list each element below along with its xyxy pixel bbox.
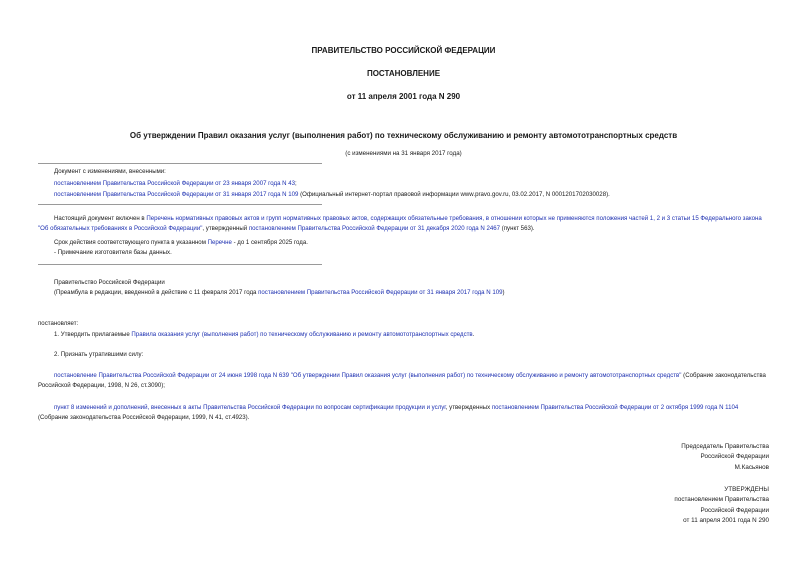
government-heading: ПРАВИТЕЛЬСТВО РОССИЙСКОЙ ФЕДЕРАЦИИ [311,46,496,55]
divider [38,163,322,164]
preamble-text: ) [502,289,505,296]
amendments-intro: Документ с изменениями, внесенными: [54,168,166,175]
perechen-short-link[interactable]: Перечне [207,239,232,246]
amendment-item [54,190,774,200]
divider [38,204,322,205]
revision-note: (с изменениями на 31 января 2017 года) [345,150,462,157]
document-type: ПОСТАНОВЛЕНИЕ [366,69,441,78]
rules-link[interactable]: Правила оказания услуг (выполнения работ) по техническому обслуживанию и ремонту автомототранспортных средств [131,331,473,338]
amendment-tail: (Официальный интернет-портал правовой информации www.pravo.gov.ru, 03.02.2017, N 0001201702030028). [298,191,610,198]
signature-name: М.Касьянов [734,463,769,471]
clause-2: 2. Признать утратившими силу: [54,351,144,358]
clause-text: . [472,331,475,338]
notice-text: Срок действия соответствующего пункта в указанном [54,239,208,246]
preamble-line: Правительство Российской Федерации [54,279,165,286]
notice-text: Настоящий документ включен в [54,215,147,222]
approved-heading: УТВЕРЖДЕНЫ [724,486,769,493]
amendment-tail: ; [295,180,297,187]
revoked-item [38,371,768,392]
revoked-point8-link[interactable]: пункт 8 изменений и дополнений, внесенных в акты Правительства Российской Федерации по вопросам сертификации продукции и услуг [54,404,446,411]
divider [38,264,322,265]
signature-block [681,442,769,473]
approved-line: Российской Федерации [700,506,769,514]
resolution-1104-link[interactable]: постановлением Правительства Российской Федерации от 2 октября 1999 года N 1104 [491,404,739,411]
database-note: - Примечание изготовителя базы данных. [54,249,172,256]
notice-text: - до 1 сентября 2025 года. [231,239,308,246]
perechen-link[interactable]: Перечень нормативных правовых актов и групп нормативных правовых актов, содержащих обязательные требования, в отношении которых не применяются положения частей 1, 2 и 3 статьи 15 Федерального закона "Об обязательных требованиях в Российской Федерации" [38,215,762,233]
document-title: Об утверждении Правил оказания услуг (выполнения работ) по техническому обслуживанию и ремонту автомототранспортных средств [129,131,678,140]
preamble-resolution-link[interactable]: постановлением Правительства Российской Федерации от 31 января 2017 года N 109 [258,289,503,296]
amendment-link-2017[interactable]: постановлением Правительства Российской Федерации от 31 января 2017 года N 109 [54,191,299,198]
resolution-2467-link[interactable]: постановлением Правительства Российской Федерации от 31 декабря 2020 года N 2467 [248,225,501,233]
revoked-item [38,403,768,424]
preamble-edition-note [54,288,774,298]
amendment-item [54,179,774,189]
decides-word: постановляет: [38,320,79,327]
revoked-tail: (Собрание законодательства Российской Федерации, 1999, N 41, ст.4923). [38,414,250,422]
revoked-tail: (Собрание законодательства Российской Федерации, 1998, N 26, ст.3090); [38,372,766,390]
approved-block [674,485,769,527]
revoked-resolution-639-link[interactable]: постановление Правительства Российской Федерации от 24 июня 1998 года N 639 "Об утверждении Правил оказания услуг (выполнения работ) по техническому обслуживанию и ремонту автомототранспортных средств" [54,372,682,379]
clause-1 [54,330,774,340]
validity-notice [54,238,774,248]
signature-position: Председатель Правительства [681,443,769,450]
notice-text: (пункт 563). [500,225,535,233]
amendment-link-2007[interactable]: постановлением Правительства Российской Федерации от 23 января 2007 года N 43 [54,180,296,187]
clause-text: 1. Утвердить прилагаемые [54,331,132,338]
document-date-number: от 11 апреля 2001 года N 290 [346,92,461,101]
revoked-mid: , утвержденных [445,404,492,411]
preamble-text: (Преамбула в редакции, введенной в действие с 11 февраля 2017 года [54,289,259,296]
inclusion-notice [38,214,768,235]
notice-text: , утвержденный [202,225,249,233]
approved-line: постановлением Правительства [674,496,769,504]
approved-line: от 11 апреля 2001 года N 290 [683,517,769,525]
signature-position: Российской Федерации [700,453,769,461]
